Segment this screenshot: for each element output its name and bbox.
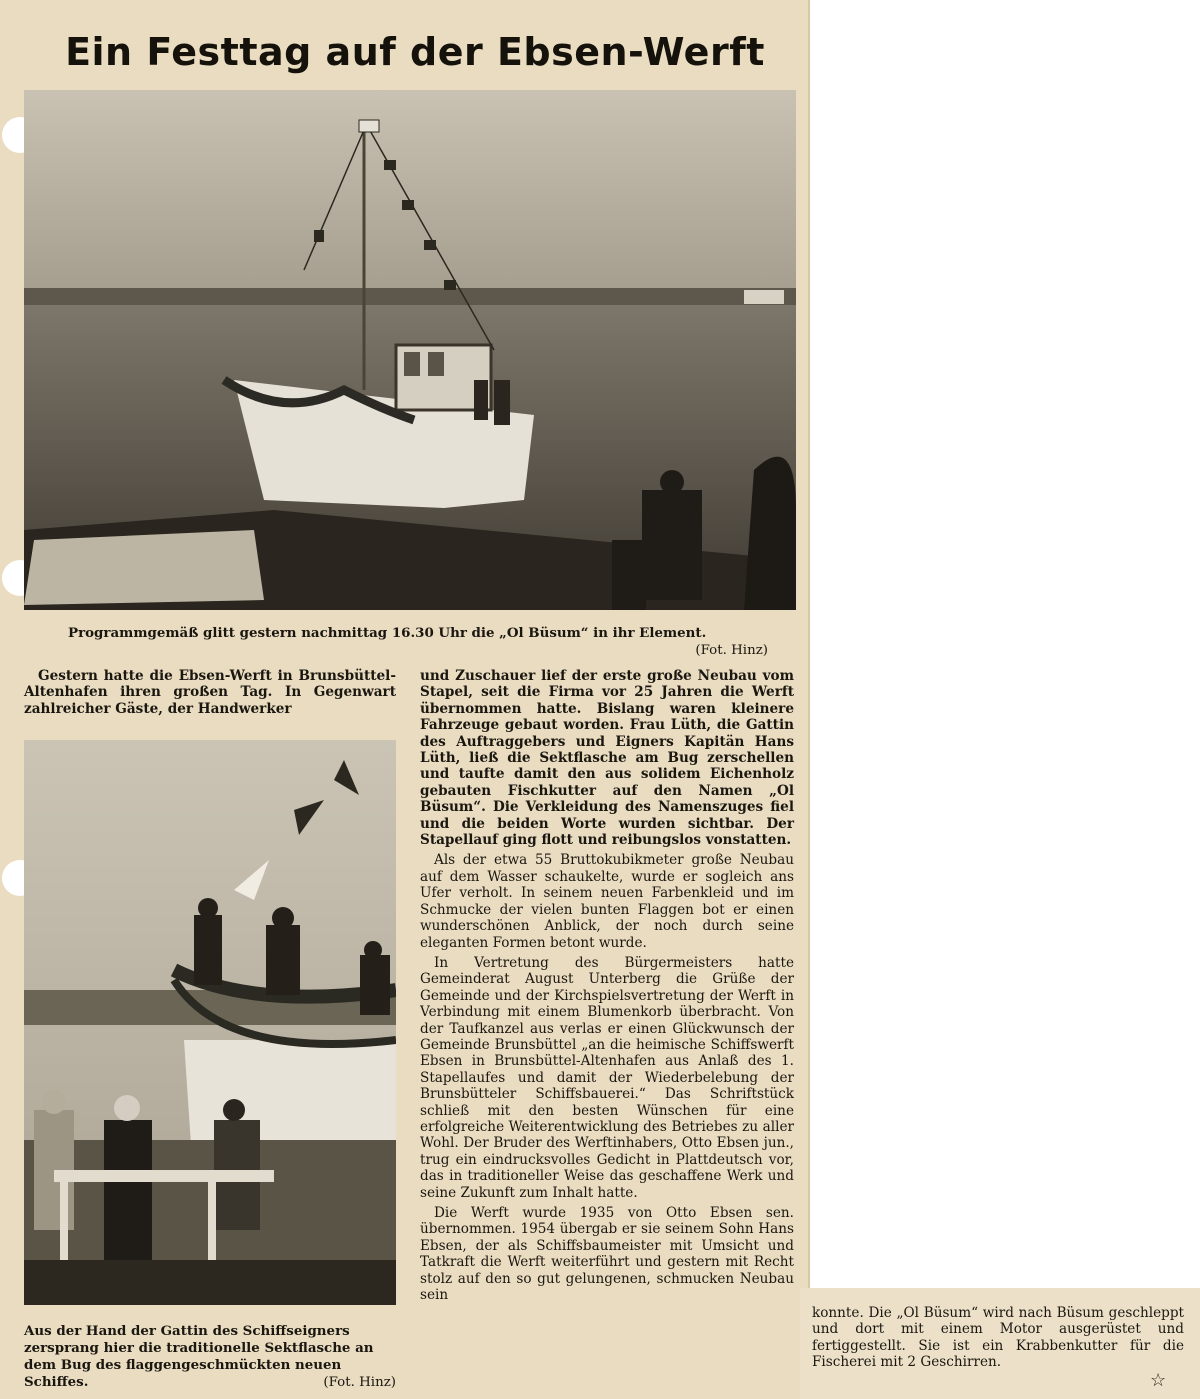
lead-text-1: Gestern hatte die Ebsen-Werft in Brunsbüttel-Altenhafen ihren großen Tag. In Gegenwart zahlreicher Gäste, der Handwerker [24,668,396,717]
body-paragraph-1: Als der etwa 55 Bruttokubikmeter große Neubau auf dem Wasser schaukelte, wurde er sogleich ans Ufer verholt. In seinem neuen Farbenkleid und im Schmucke der vielen bunten Flaggen bot er einen wunderschönen Anblick, der noch durch seine eleganten Formen betont wurde. [420,852,794,951]
article-right-column [420,668,794,1307]
body-paragraph-4: konnte. Die „Ol Büsum“ wird nach Büsum geschleppt und dort mit einem Motor ausgerüstet und fertiggestellt. Sie ist ein Krabbenkutter für die Fischerei mit 2 Geschirren. [812,1305,1184,1371]
caption-text: Aus der Hand der Gattin des Schiffseigners zersprang hier die traditionelle Sektflasche an dem Bug des flaggengeschmückten neuen Schiffes. [24,1323,374,1390]
photo-credit: (Fot. Hinz) [695,643,768,658]
christening-image [24,740,396,1305]
article-continuation [812,1305,1184,1375]
body-paragraph-3: Die Werft wurde 1935 von Otto Ebsen sen. übernommen. 1954 übergab er sie seinem Sohn Hans Ebsen, der als Schiffsbaumeister mit Umsicht und Tatkraft die Werft weiterführt und gestern mit Recht stolz auf den so gut gelungenen, schmucken Neubau sein [420,1205,794,1304]
lead-text-2: und Zuschauer lief der erste große Neubau vom Stapel, seit die Firma vor 25 Jahren die Werft übernommen hatte. Bislang waren kleinere Fahrzeuge gebaut worden. Frau Lüth, die Gattin des Auftraggebers und Eigners Kapitän Hans Lüth, ließ die Sektflasche am Bug zerschellen und taufte damit den aus solidem Eichenholz gebauten Fischkutter auf den Namen „Ol Büsum“. Die Verkleidung des Namenszuges fiel und die beiden Worte wurden sichtbar. Der Stapellauf ging flott und reibungslos vonstatten. [420,668,794,849]
caption-photo-2 [24,1323,396,1391]
ship-launch-photo [24,90,796,610]
end-mark-star-icon: ☆ [1150,1370,1167,1391]
caption-photo-1 [68,625,768,659]
ship-launch-image [24,90,796,610]
photo-credit: (Fot. Hinz) [323,1375,396,1390]
body-paragraph-2: In Vertretung des Bürgermeisters hatte Gemeinderat August Unterberg die Grüße der Gemeinde und der Kirchspielsvertretung der Werft in Verbindung mit einem Blumenkorb überbracht. Von der Taufkanzel aus verlas er einen Glückwunsch der Gemeinde Brunsbüttel „an die heimische Schiffswerft Ebsen in Brunsbüttel-Altenhafen aus Anlaß des 1. Stapellaufes und damit der Wiederbelebung der Brunsbütteler Schiffsbauerei.“ Das Schriftstück schließ mit den besten Wünschen für eine erfolgreiche Weiterentwicklung des Betriebes zu aller Wohl. Der Bruder des Werftinhabers, Otto Ebsen jun., trug ein eindrucksvolles Gedicht in Plattdeutsch vor, das in traditioneller Weise das geschaffene Werk und seine Zukunft zum Inhalt hatte. [420,954,794,1201]
headline: Ein Festtag auf der Ebsen-Werft [65,30,765,74]
caption-text: Programmgemäß glitt gestern nachmittag 16.30 Uhr die „Ol Büsum“ in ihr Element. [68,625,707,641]
christening-photo [24,740,396,1305]
lead-paragraph-part-1 [24,668,396,721]
